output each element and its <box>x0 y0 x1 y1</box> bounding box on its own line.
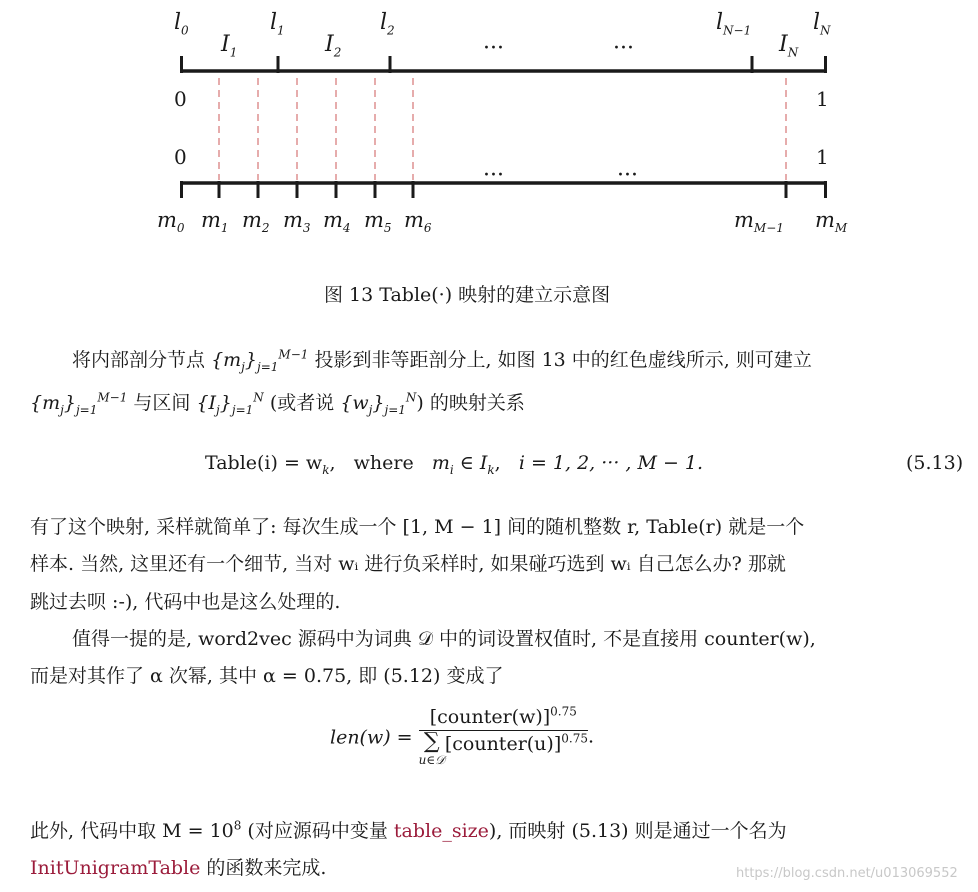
equation-len: len(w) = [counter(w)]$^{0.75}$ ∑ u∈𝒟 [counter(u)]$^{0.75}$ . <box>330 704 595 767</box>
para1-line2: $\{m_j\}_{j=1}^{M-1}$ 与区间 $\{I_j\}_{j=1}^N$ (或者说 $\{w_j\}_{j=1}^N$) 的映射关系 <box>30 390 525 417</box>
label-l1: $l_1$ <box>270 10 285 38</box>
left-value-bottom: 0 <box>174 145 187 169</box>
watermark: https://blog.csdn.net/u013069552 <box>736 866 958 881</box>
label-m2: $m_2$ <box>242 208 270 236</box>
para2-line1: 有了这个映射, 采样就简单了: 每次生成一个 [1, M − 1] 间的随机整数 r, Table(r) 就是一个 <box>30 516 805 538</box>
label-m5: $m_5$ <box>364 208 392 236</box>
right-value-top: 1 <box>816 87 829 111</box>
function-name-initunigramtable: InitUnigramTable <box>30 857 201 879</box>
label-mM: $m_M$ <box>815 208 848 236</box>
label-m0: $m_0$ <box>157 208 185 236</box>
para4-line1: 此外, 代码中取 $M = 10^8$ (对应源码中变量 table_size), 而映射 (5.13) 则是通过一个名为 <box>30 818 787 842</box>
label-m6: $m_6$ <box>404 208 432 236</box>
para4-line2: InitUnigramTable 的函数来完成. <box>30 857 327 879</box>
para2-line2: 样本. 当然, 这里还有一个细节, 当对 wᵢ 进行负采样时, 如果碰巧选到 wᵢ 自己怎么办? 那就 <box>30 553 786 575</box>
equation-number-5-13: (5.13) <box>906 452 964 474</box>
fraction <box>419 706 588 769</box>
code-variable-table-size: table_size <box>393 820 489 842</box>
para3-line1: 值得一提的是, word2vec 源码中为词典 𝒟 中的词设置权值时, 不是直接用 counter(w), <box>72 628 816 650</box>
top-dots-2: ··· <box>613 36 634 61</box>
fraction-numerator: [counter(w)]$^{0.75}$ <box>419 706 588 731</box>
label-I2: $I_2$ <box>325 32 342 60</box>
label-lN: $l_N$ <box>813 10 831 38</box>
label-IN: $I_N$ <box>779 32 799 60</box>
bottom-dots-1: ··· <box>483 163 504 188</box>
bottom-dots-2: ··· <box>617 163 638 188</box>
equation-5-13: Table(i) = $w_k$, where $m_i$ ∈ $I_k$, i = 1, 2, ··· , M − 1. <box>205 452 704 477</box>
para1-line1: 将内部剖分节点 $\{m_j\}_{j=1}^{M-1}$ 投影到非等距剖分上, 如图 13 中的红色虚线所示, 则可建立 <box>72 347 812 374</box>
top-dots-1: ··· <box>483 36 504 61</box>
fraction-denominator: ∑ u∈𝒟 [counter(u)]$^{0.75}$ <box>418 729 588 767</box>
left-value-top: 0 <box>174 87 187 111</box>
label-l2: $l_2$ <box>380 10 395 38</box>
figure-caption: 图 13 Table(·) 映射的建立示意图 <box>324 284 611 306</box>
label-m1: $m_1$ <box>201 208 229 236</box>
label-m3: $m_3$ <box>283 208 311 236</box>
label-l0: $l_0$ <box>174 10 189 38</box>
label-mM-1: $m_{M-1}$ <box>734 208 784 236</box>
label-m4: $m_4$ <box>323 208 351 236</box>
para2-line3: 跳过去呗 :-), 代码中也是这么处理的. <box>30 591 341 613</box>
label-lN-1: $l_{N-1}$ <box>716 10 752 38</box>
para3-line2: 而是对其作了 α 次幂, 其中 α = 0.75, 即 (5.12) 变成了 <box>30 665 504 687</box>
right-value-bottom: 1 <box>816 145 829 169</box>
label-I1: $I_1$ <box>221 32 238 60</box>
sum-symbol: ∑ u∈𝒟 <box>418 729 445 767</box>
